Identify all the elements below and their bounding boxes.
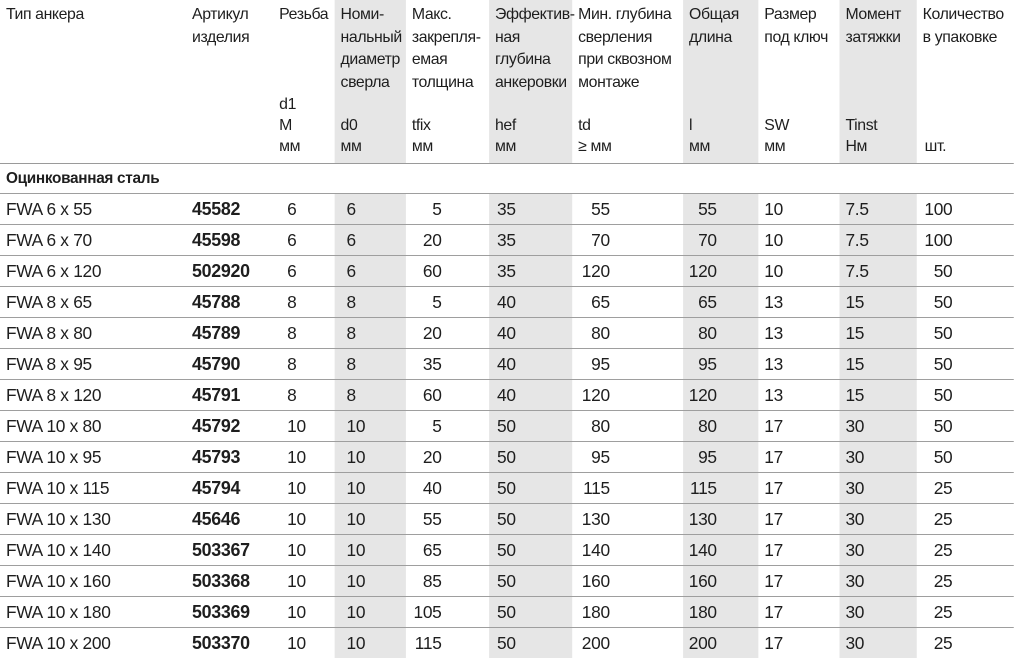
cell-pack-qty: 100 bbox=[924, 199, 953, 219]
cell-drill-diameter: 10 bbox=[335, 566, 406, 596]
cell-fix-thickness: 60 bbox=[422, 385, 442, 405]
cell-drill-diameter: 8 bbox=[335, 318, 406, 348]
cell-torque: 30 bbox=[840, 411, 917, 441]
cell-wrench-size: 13 bbox=[764, 292, 783, 312]
cell-wrench-size: 17 bbox=[764, 571, 783, 591]
header-label: Артикул изделия bbox=[192, 6, 250, 46]
cell-pack-qty: 25 bbox=[933, 478, 953, 498]
cell-pack-qty: 25 bbox=[933, 571, 953, 591]
cell-article: 45789 bbox=[192, 323, 241, 343]
cell-anchor-depth: 50 bbox=[489, 535, 572, 565]
header-label: Момент затяжки bbox=[845, 6, 901, 46]
header-label: Эффектив- ная глубина анкеровки bbox=[495, 6, 575, 91]
cell-drill-depth: 130 bbox=[581, 509, 610, 529]
cell-wrench-size: 10 bbox=[764, 199, 783, 219]
cell-total-length: 140 bbox=[683, 535, 758, 565]
cell-fix-thickness: 20 bbox=[422, 447, 442, 467]
cell-fix-thickness: 115 bbox=[414, 633, 442, 653]
cell-torque: 15 bbox=[840, 349, 917, 379]
cell-total-length: 200 bbox=[683, 628, 758, 658]
header-drill-depth bbox=[572, 0, 683, 163]
cell-article: 503368 bbox=[192, 571, 250, 591]
cell-torque: 7.5 bbox=[840, 256, 917, 286]
cell-type: FWA 8 x 95 bbox=[5, 354, 92, 374]
cell-anchor-depth: 50 bbox=[489, 473, 572, 503]
header-pack-qty bbox=[917, 0, 1014, 163]
cell-total-length: 65 bbox=[683, 287, 758, 317]
header-total-length bbox=[683, 0, 758, 163]
cell-drill-depth: 120 bbox=[581, 385, 610, 405]
cell-type: FWA 10 x 95 bbox=[5, 447, 102, 467]
cell-drill-diameter: 6 bbox=[335, 225, 406, 255]
cell-pack-qty: 25 bbox=[933, 633, 953, 653]
table-row bbox=[0, 224, 1014, 255]
cell-fix-thickness: 5 bbox=[432, 416, 442, 436]
cell-thread: 10 bbox=[287, 478, 306, 498]
cell-article: 45582 bbox=[192, 199, 241, 219]
cell-anchor-depth: 40 bbox=[489, 287, 572, 317]
cell-thread: 8 bbox=[287, 354, 297, 374]
section-title: Оцинкованная сталь bbox=[0, 163, 1014, 193]
table-row bbox=[0, 627, 1014, 658]
cell-drill-depth: 70 bbox=[591, 230, 610, 250]
header-symbol: SW мм bbox=[764, 117, 790, 155]
cell-total-length: 120 bbox=[683, 380, 758, 410]
cell-torque: 30 bbox=[840, 535, 917, 565]
cell-thread: 10 bbox=[287, 540, 306, 560]
cell-torque: 15 bbox=[840, 287, 917, 317]
cell-drill-diameter: 8 bbox=[335, 380, 406, 410]
header-type bbox=[0, 0, 186, 163]
table-row bbox=[0, 379, 1014, 410]
cell-drill-depth: 80 bbox=[591, 323, 610, 343]
header-label: Тип анкера bbox=[5, 6, 84, 23]
cell-total-length: 95 bbox=[683, 442, 758, 472]
cell-total-length: 130 bbox=[683, 504, 758, 534]
cell-drill-depth: 160 bbox=[581, 571, 610, 591]
cell-article: 503370 bbox=[192, 633, 250, 653]
cell-torque: 30 bbox=[840, 473, 917, 503]
cell-type: FWA 8 x 80 bbox=[5, 323, 92, 343]
cell-anchor-depth: 35 bbox=[489, 194, 572, 224]
cell-article: 45791 bbox=[192, 385, 241, 405]
cell-drill-depth: 65 bbox=[591, 292, 610, 312]
header-fix-thickness bbox=[406, 0, 489, 163]
cell-drill-depth: 95 bbox=[591, 354, 610, 374]
cell-drill-diameter: 10 bbox=[335, 411, 406, 441]
cell-torque: 30 bbox=[840, 597, 917, 627]
table-row bbox=[0, 503, 1014, 534]
cell-wrench-size: 13 bbox=[764, 354, 783, 374]
cell-pack-qty: 50 bbox=[933, 416, 953, 436]
cell-fix-thickness: 20 bbox=[422, 323, 442, 343]
cell-anchor-depth: 50 bbox=[489, 628, 572, 658]
header-symbol: d0 мм bbox=[340, 117, 362, 155]
cell-wrench-size: 17 bbox=[764, 478, 783, 498]
cell-torque: 15 bbox=[840, 318, 917, 348]
cell-drill-depth: 180 bbox=[581, 602, 610, 622]
cell-drill-diameter: 10 bbox=[335, 442, 406, 472]
cell-article: 503369 bbox=[192, 602, 250, 622]
cell-total-length: 80 bbox=[683, 318, 758, 348]
cell-pack-qty: 50 bbox=[933, 261, 953, 281]
cell-drill-diameter: 10 bbox=[335, 504, 406, 534]
cell-type: FWA 10 x 160 bbox=[5, 571, 111, 591]
cell-thread: 6 bbox=[287, 199, 297, 219]
cell-total-length: 120 bbox=[683, 256, 758, 286]
header-wrench-size bbox=[758, 0, 839, 163]
cell-thread: 8 bbox=[287, 385, 297, 405]
header-article bbox=[186, 0, 273, 163]
cell-drill-depth: 95 bbox=[591, 447, 610, 467]
header-label: Размер под ключ bbox=[764, 6, 828, 46]
cell-thread: 10 bbox=[287, 447, 306, 467]
cell-fix-thickness: 85 bbox=[422, 571, 442, 591]
table-row bbox=[0, 534, 1014, 565]
cell-torque: 30 bbox=[840, 442, 917, 472]
cell-anchor-depth: 40 bbox=[489, 380, 572, 410]
cell-drill-diameter: 10 bbox=[335, 473, 406, 503]
cell-drill-diameter: 10 bbox=[335, 628, 406, 658]
cell-type: FWA 8 x 120 bbox=[5, 385, 102, 405]
cell-wrench-size: 17 bbox=[764, 416, 783, 436]
header-label: Резьба bbox=[279, 6, 329, 23]
cell-type: FWA 10 x 80 bbox=[5, 416, 102, 436]
cell-thread: 10 bbox=[287, 602, 306, 622]
header-symbol: tfix мм bbox=[411, 117, 433, 155]
cell-wrench-size: 17 bbox=[764, 540, 783, 560]
cell-pack-qty: 25 bbox=[933, 540, 953, 560]
cell-article: 45598 bbox=[192, 230, 241, 250]
cell-thread: 10 bbox=[287, 571, 306, 591]
cell-type: FWA 10 x 180 bbox=[5, 602, 111, 622]
cell-drill-depth: 120 bbox=[581, 261, 610, 281]
cell-thread: 8 bbox=[287, 292, 297, 312]
cell-type: FWA 10 x 115 bbox=[5, 478, 110, 498]
cell-total-length: 180 bbox=[683, 597, 758, 627]
cell-total-length: 80 bbox=[683, 411, 758, 441]
cell-fix-thickness: 5 bbox=[432, 292, 442, 312]
cell-article: 45793 bbox=[192, 447, 241, 467]
cell-drill-diameter: 6 bbox=[335, 194, 406, 224]
cell-pack-qty: 50 bbox=[933, 323, 953, 343]
table-row bbox=[0, 348, 1014, 379]
cell-fix-thickness: 60 bbox=[422, 261, 442, 281]
cell-anchor-depth: 40 bbox=[489, 318, 572, 348]
cell-anchor-depth: 50 bbox=[489, 411, 572, 441]
cell-fix-thickness: 5 bbox=[432, 199, 442, 219]
cell-drill-diameter: 8 bbox=[335, 287, 406, 317]
header-symbol: Tinst Нм bbox=[845, 117, 878, 155]
cell-wrench-size: 17 bbox=[764, 509, 783, 529]
cell-drill-diameter: 8 bbox=[335, 349, 406, 379]
cell-anchor-depth: 35 bbox=[489, 256, 572, 286]
cell-torque: 15 bbox=[840, 380, 917, 410]
table-row bbox=[0, 472, 1014, 503]
cell-type: FWA 6 x 55 bbox=[5, 199, 92, 219]
header-label: Макс. закрепля- емая толщина bbox=[411, 6, 481, 91]
cell-pack-qty: 100 bbox=[924, 230, 953, 250]
table-row bbox=[0, 255, 1014, 286]
cell-anchor-depth: 35 bbox=[489, 225, 572, 255]
table-row bbox=[0, 596, 1014, 627]
header-anchor-depth bbox=[489, 0, 575, 163]
cell-torque: 7.5 bbox=[840, 225, 917, 255]
cell-anchor-depth: 50 bbox=[489, 597, 572, 627]
cell-anchor-depth: 50 bbox=[489, 566, 572, 596]
header-drill-diameter bbox=[335, 0, 406, 163]
cell-drill-depth: 115 bbox=[583, 478, 610, 498]
cell-article: 45646 bbox=[192, 509, 241, 529]
table-row bbox=[0, 193, 1014, 224]
cell-thread: 10 bbox=[287, 633, 306, 653]
cell-total-length: 55 bbox=[683, 194, 758, 224]
cell-fix-thickness: 55 bbox=[422, 509, 442, 529]
cell-type: FWA 6 x 70 bbox=[5, 230, 92, 250]
cell-pack-qty: 50 bbox=[933, 292, 953, 312]
cell-anchor-depth: 40 bbox=[489, 349, 572, 379]
cell-thread: 6 bbox=[287, 261, 297, 281]
cell-wrench-size: 17 bbox=[764, 447, 783, 467]
header-torque bbox=[840, 0, 917, 163]
cell-drill-diameter: 6 bbox=[335, 256, 406, 286]
cell-type: FWA 10 x 140 bbox=[5, 540, 111, 560]
cell-thread: 10 bbox=[287, 416, 306, 436]
header-label: Общая длина bbox=[689, 6, 739, 46]
cell-pack-qty: 25 bbox=[933, 602, 953, 622]
cell-fix-thickness: 40 bbox=[422, 478, 442, 498]
header-symbol: td ≥ мм bbox=[578, 117, 612, 155]
cell-pack-qty: 50 bbox=[933, 385, 953, 405]
cell-total-length: 160 bbox=[683, 566, 758, 596]
cell-fix-thickness: 35 bbox=[422, 354, 442, 374]
cell-article: 503367 bbox=[192, 540, 250, 560]
cell-article: 45794 bbox=[192, 478, 241, 498]
cell-drill-diameter: 10 bbox=[335, 597, 406, 627]
cell-drill-depth: 80 bbox=[591, 416, 610, 436]
cell-fix-thickness: 65 bbox=[422, 540, 442, 560]
cell-pack-qty: 25 bbox=[933, 509, 953, 529]
header-symbol: шт. bbox=[924, 138, 947, 155]
cell-drill-depth: 200 bbox=[581, 633, 610, 653]
cell-article: 45792 bbox=[192, 416, 241, 436]
cell-article: 45788 bbox=[192, 292, 241, 312]
cell-torque: 30 bbox=[840, 566, 917, 596]
table-row bbox=[0, 317, 1014, 348]
cell-total-length: 70 bbox=[683, 225, 758, 255]
cell-wrench-size: 10 bbox=[764, 230, 783, 250]
cell-type: FWA 10 x 130 bbox=[5, 509, 111, 529]
cell-fix-thickness: 105 bbox=[413, 602, 442, 622]
table-row bbox=[0, 410, 1014, 441]
cell-thread: 8 bbox=[287, 323, 297, 343]
cell-pack-qty: 50 bbox=[933, 447, 953, 467]
cell-wrench-size: 13 bbox=[764, 385, 783, 405]
cell-wrench-size: 10 bbox=[764, 261, 783, 281]
cell-article: 45790 bbox=[192, 354, 241, 374]
header-symbol: d1 M мм bbox=[279, 96, 301, 155]
table-row bbox=[0, 441, 1014, 472]
cell-drill-depth: 55 bbox=[591, 199, 610, 219]
cell-article: 502920 bbox=[192, 261, 250, 281]
cell-type: FWA 6 x 120 bbox=[5, 261, 102, 281]
cell-type: FWA 8 x 65 bbox=[5, 292, 92, 312]
cell-torque: 7.5 bbox=[840, 194, 917, 224]
header-label: Мин. глубина сверления при сквозном монтаже bbox=[578, 6, 672, 91]
header-symbol: l мм bbox=[689, 117, 711, 155]
header-symbol: hef мм bbox=[495, 117, 516, 155]
table-row bbox=[0, 286, 1014, 317]
cell-total-length: 95 bbox=[683, 349, 758, 379]
cell-type: FWA 10 x 200 bbox=[5, 633, 111, 653]
header-label: Номи- нальный диаметр сверла bbox=[340, 6, 402, 91]
cell-total-length: 115 bbox=[683, 473, 758, 503]
cell-wrench-size: 17 bbox=[764, 602, 783, 622]
cell-wrench-size: 17 bbox=[764, 633, 783, 653]
cell-wrench-size: 13 bbox=[764, 323, 783, 343]
header-label: Количество в упаковке bbox=[922, 6, 1004, 46]
cell-fix-thickness: 20 bbox=[422, 230, 442, 250]
table-header bbox=[0, 0, 1014, 163]
cell-drill-diameter: 10 bbox=[335, 535, 406, 565]
cell-anchor-depth: 50 bbox=[489, 442, 572, 472]
cell-drill-depth: 140 bbox=[581, 540, 610, 560]
cell-torque: 30 bbox=[840, 504, 917, 534]
cell-pack-qty: 50 bbox=[933, 354, 953, 374]
cell-thread: 6 bbox=[287, 230, 297, 250]
cell-thread: 10 bbox=[287, 509, 306, 529]
cell-torque: 30 bbox=[840, 628, 917, 658]
cell-anchor-depth: 50 bbox=[489, 504, 572, 534]
header-thread bbox=[273, 0, 334, 163]
table-row bbox=[0, 565, 1014, 596]
